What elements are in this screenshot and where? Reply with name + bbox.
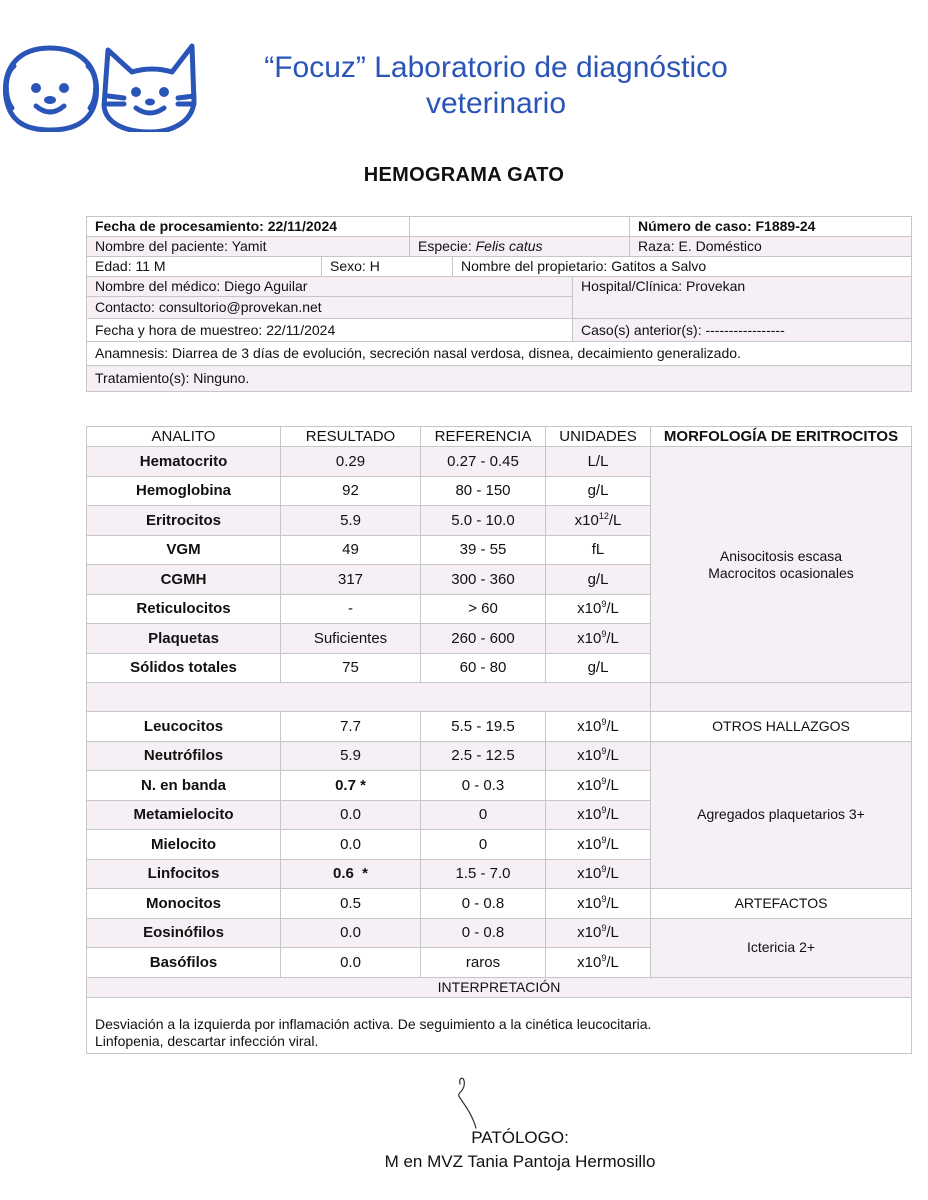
header-unidades: UNIDADES [546,427,651,447]
edad: Edad: 11 M [87,257,322,277]
resultado-cell: 0.5 [281,889,421,919]
analito-cell: Monocitos [87,889,281,919]
morfologia-line2: Macrocitos ocasionales [708,564,854,581]
analito-cell: CGMH [87,565,281,595]
artefactos-value: Ictericia 2+ [651,918,912,977]
medico: Nombre del médico: Diego Aguilar [87,277,573,297]
referencia-cell: 80 - 150 [421,476,546,506]
analito-cell: Hemoglobina [87,476,281,506]
morfologia-findings [651,447,912,683]
analito-cell: Reticulocitos [87,594,281,624]
results-table [86,426,911,1054]
propietario: Nombre del propietario: Gatitos a Salvo [453,257,912,277]
analito-cell: Linfocitos [87,859,281,889]
unidad-cell: g/L [546,653,651,683]
fecha-procesamiento: Fecha de procesamiento: 22/11/2024 [87,217,410,237]
unidad-cell: $x10^9/L$ [546,830,651,860]
resultado-cell: 5.9 [281,506,421,536]
referencia-cell: raros [421,948,546,978]
empty-cell [410,217,630,237]
spacer-cell [651,683,912,712]
interpretacion-line2: Linfopenia, descartar infección viral. [95,1032,319,1049]
analito-cell: Hematocrito [87,447,281,477]
referencia-cell: 0 - 0.8 [421,889,546,919]
table-row [87,889,912,919]
signature-role: PATÓLOGO: [471,1128,569,1147]
header-analito: ANALITO [87,427,281,447]
lab-title-line1: “Focuz” Laboratorio de diagnóstico [264,51,728,84]
referencia-cell: 39 - 55 [421,535,546,565]
referencia-cell: 0 - 0.3 [421,771,546,801]
especie [410,237,630,257]
raza: Raza: E. Doméstico [630,237,912,257]
resultado-cell: 49 [281,535,421,565]
document-title: HEMOGRAMA GATO [363,164,565,186]
hospital: Hospital/Clínica: Provekan [573,277,912,319]
referencia-cell: 0.27 - 0.45 [421,447,546,477]
referencia-cell: 5.0 - 10.0 [421,506,546,536]
referencia-cell: 0 [421,830,546,860]
unidad-cell: $x10^{12}/L$ [546,506,651,536]
unidad-cell: $x10^9/L$ [546,771,651,801]
numero-caso: Número de caso: F1889-24 [630,217,912,237]
dog-cat-logo-icon [0,36,200,132]
analito-cell: Basófilos [87,948,281,978]
otros-hallazgos-header: OTROS HALLAZGOS [651,712,912,742]
unidad-cell: L/L [546,447,651,477]
resultado-cell-flagged: 0.6 * [281,859,421,889]
table-row [87,741,912,771]
analito-cell: VGM [87,535,281,565]
morfologia-line1: Anisocitosis escasa [719,547,843,564]
unidad-cell: $x10^9/L$ [546,712,651,742]
table-row [87,918,912,948]
unidad-cell: $x10^9/L$ [546,800,651,830]
resultado-cell: 0.0 [281,830,421,860]
referencia-cell: 1.5 - 7.0 [421,859,546,889]
resultado-cell: 317 [281,565,421,595]
interpretacion-line1: Desviación a la izquierda por inflamación activa. De seguimiento a la cinética leucocitaria. [95,1015,652,1032]
referencia-cell: 260 - 600 [421,624,546,654]
table-row [87,712,912,742]
resultado-cell: - [281,594,421,624]
resultado-cell: 92 [281,476,421,506]
unidad-cell: $x10^9/L$ [546,624,651,654]
interpretacion-text [87,997,912,1053]
unidad-cell: $x10^9/L$ [546,948,651,978]
resultado-cell: 0.0 [281,948,421,978]
analito-cell: Plaquetas [87,624,281,654]
unidad-cell: g/L [546,565,651,595]
analito-cell: Leucocitos [87,712,281,742]
resultado-cell: 5.9 [281,741,421,771]
referencia-cell: 2.5 - 12.5 [421,741,546,771]
tratamiento: Tratamiento(s): Ninguno. [87,366,912,392]
header-morfologia: MORFOLOGÍA DE ERITROCITOS [651,427,912,447]
referencia-cell: 0 [421,800,546,830]
unidad-cell: fL [546,535,651,565]
resultado-cell: 7.7 [281,712,421,742]
casos-anteriores: Caso(s) anterior(s): ----------------- [573,319,912,342]
unidad-cell: $x10^9/L$ [546,859,651,889]
unidad-cell: $x10^9/L$ [546,889,651,919]
resultado-cell: Suficientes [281,624,421,654]
fecha-muestreo: Fecha y hora de muestreo: 22/11/2024 [87,319,573,342]
anamnesis: Anamnesis: Diarrea de 3 días de evolución, secreción nasal verdosa, disnea, decaimiento generalizado. [87,342,912,366]
unidad-cell: g/L [546,476,651,506]
analito-cell: Eritrocitos [87,506,281,536]
resultado-cell: 0.0 [281,800,421,830]
analito-cell: Metamielocito [87,800,281,830]
header-referencia: REFERENCIA [421,427,546,447]
lab-title-line2: veterinario [425,87,567,120]
interpretacion-header: INTERPRETACIÓN [87,977,912,997]
contacto: Contacto: consultorio@provekan.net [87,297,573,319]
especie-value: Felis catus [475,238,543,254]
otros-hallazgos-value: Agregados plaquetarios 3+ [651,741,912,889]
header-resultado: RESULTADO [281,427,421,447]
analito-cell: Eosinófilos [87,918,281,948]
unidad-cell: $x10^9/L$ [546,741,651,771]
lab-title [226,50,766,122]
patient-info-table [86,216,911,392]
especie-label: Especie: [418,238,476,254]
nombre-paciente: Nombre del paciente: Yamit [87,237,410,257]
resultado-cell-flagged: 0.7 * [281,771,421,801]
analito-cell: N. en banda [87,771,281,801]
resultado-cell: 0.0 [281,918,421,948]
table-row [87,447,912,477]
referencia-cell: > 60 [421,594,546,624]
analito-cell: Mielocito [87,830,281,860]
analito-cell: Neutrófilos [87,741,281,771]
artefactos-header: ARTEFACTOS [651,889,912,919]
spacer-cell [87,683,651,712]
spacer-row [87,683,912,712]
referencia-cell: 300 - 360 [421,565,546,595]
signature-name: M en MVZ Tania Pantoja Hermosillo [384,1152,656,1171]
resultado-cell: 75 [281,653,421,683]
referencia-cell: 60 - 80 [421,653,546,683]
unidad-cell: $x10^9/L$ [546,918,651,948]
handwritten-signature-icon [448,1074,488,1130]
referencia-cell: 0 - 0.8 [421,918,546,948]
unidad-cell: $x10^9/L$ [546,594,651,624]
referencia-cell: 5.5 - 19.5 [421,712,546,742]
analito-cell: Sólidos totales [87,653,281,683]
sexo: Sexo: H [322,257,453,277]
resultado-cell: 0.29 [281,447,421,477]
